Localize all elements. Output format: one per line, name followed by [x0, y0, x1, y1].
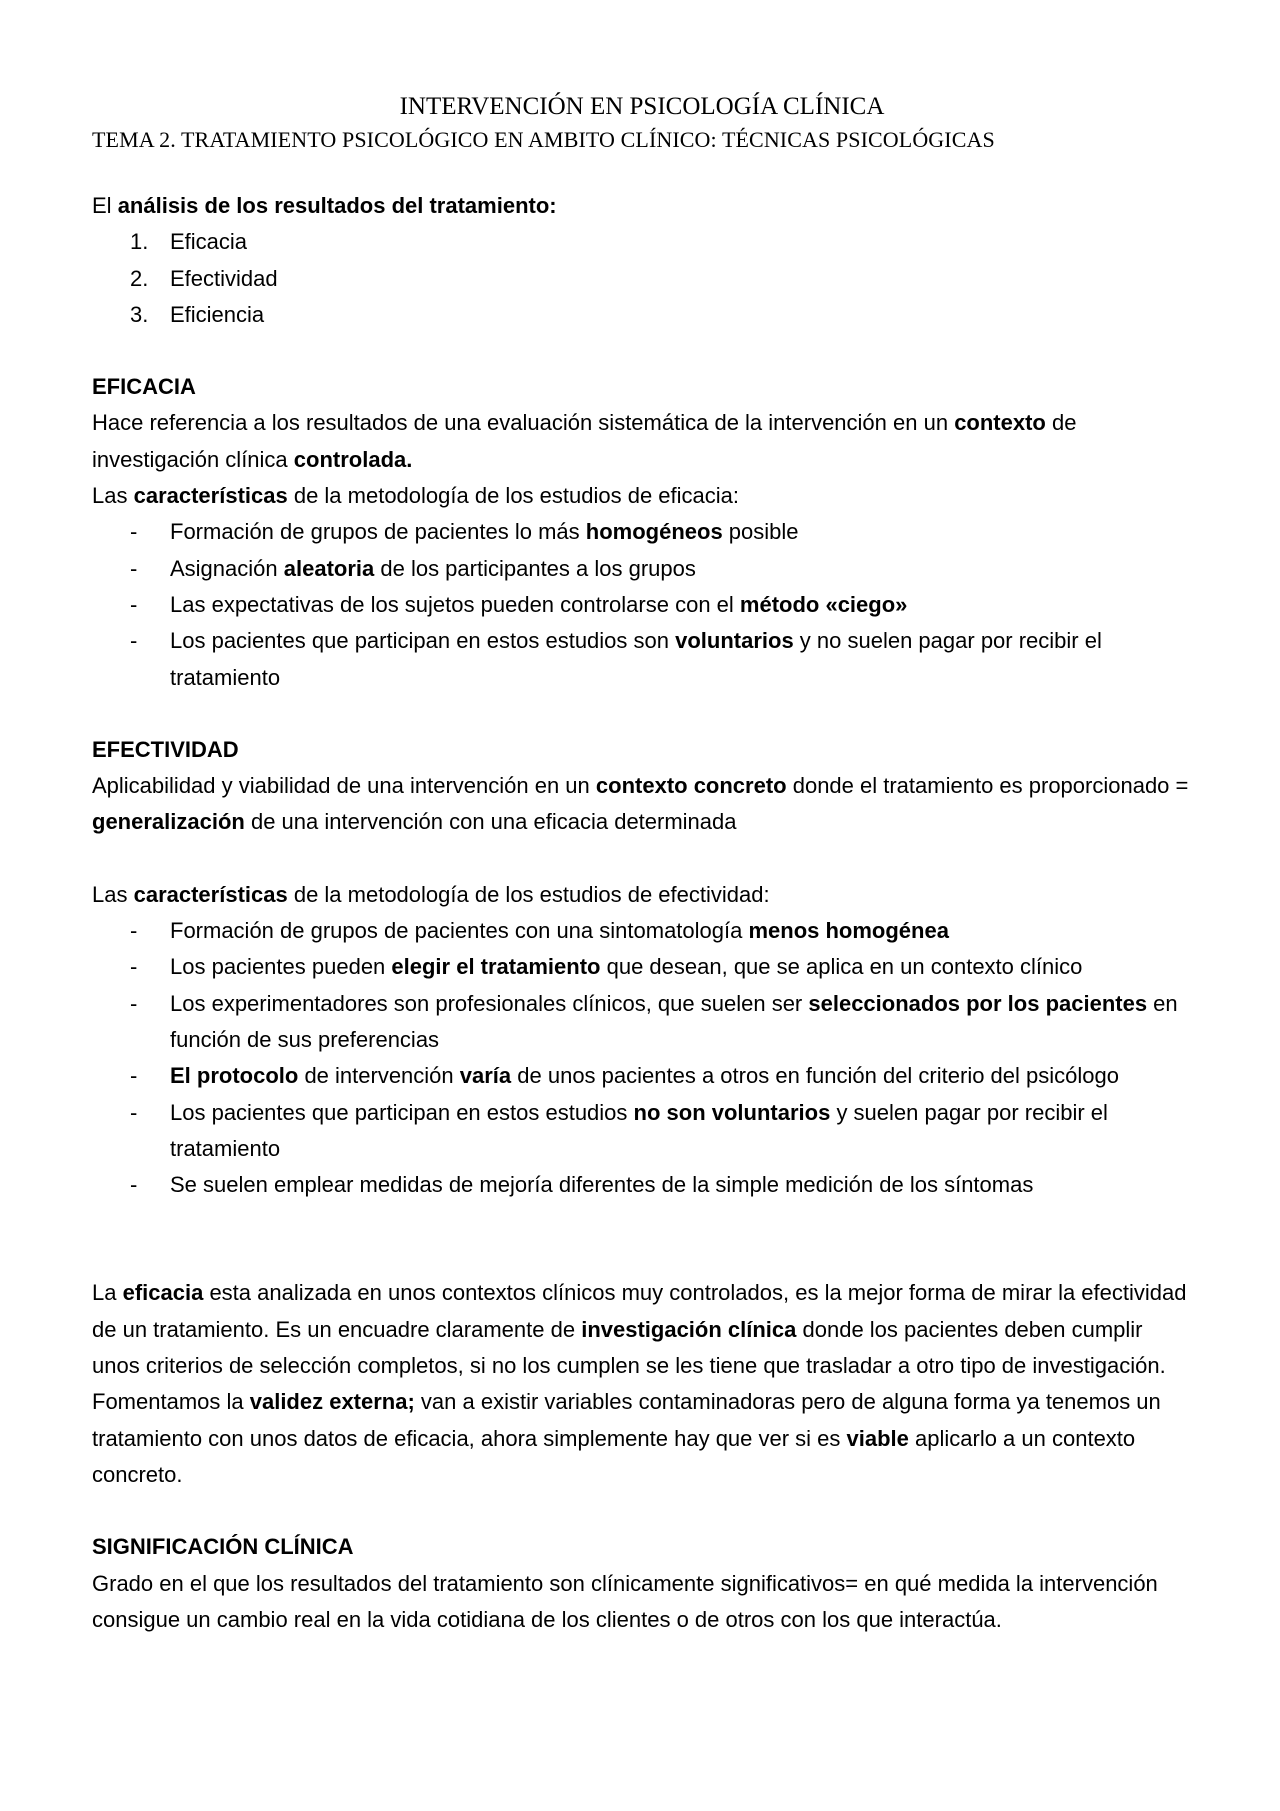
- comparison-paragraph-1: La eficacia esta analizada en unos contextos clínicos muy controlados, es la mejor forma de mirar la efectividad de un tratamiento. Es un encuadre claramente de investigación clínica donde los pacientes deben cumplir unos criterios de selección completos, si no los cumplen se les tiene que trasladar a otro tipo de investigación.: [92, 1280, 1187, 1379]
- section-heading-significacion: SIGNIFICACIÓN CLÍNICA: [92, 1534, 354, 1560]
- eficacia-characteristics-intro: Las características de la metodología de los estudios de eficacia:: [92, 483, 740, 509]
- efectividad-characteristics-intro: Las características de la metodología de los estudios de efectividad:: [92, 881, 770, 907]
- list-item: - Los pacientes que participan en estos estudios no son voluntarios y suelen pagar por recibir el tratamiento: [130, 1099, 1108, 1161]
- efectividad-bullet-list: [92, 913, 1192, 1203]
- list-item: 3. Eficiencia: [130, 301, 265, 327]
- document-subtitle: TEMA 2. TRATAMIENTO PSICOLÓGICO EN AMBITO CLÍNICO: TÉCNICAS PSICOLÓGICAS: [92, 127, 995, 152]
- document-page: [92, 90, 1192, 1638]
- list-item: - Los experimentadores son profesionales clínicos, que suelen ser seleccionados por los pacientes en función de sus preferencias: [130, 990, 1178, 1052]
- list-item: - Asignación aleatoria de los participantes a los grupos: [130, 555, 696, 581]
- eficacia-definition: Hace referencia a los resultados de una evaluación sistemática de la intervención en un contexto de investigación clínica controlada.: [92, 410, 1077, 472]
- document-title: INTERVENCIÓN EN PSICOLOGÍA CLÍNICA: [399, 93, 885, 120]
- list-item: - Las expectativas de los sujetos pueden controlarse con el método «ciego»: [130, 591, 908, 617]
- efectividad-definition: Aplicabilidad y viabilidad de una intervención en un contexto concreto donde el tratamiento es proporcionado = generalización de una intervención con una eficacia determinada: [92, 773, 1189, 835]
- section-heading-eficacia: EFICACIA: [92, 374, 196, 400]
- list-item: 2. Efectividad: [130, 265, 278, 291]
- eficacia-bullet-list: [92, 514, 1192, 695]
- list-item: - Se suelen emplear medidas de mejoría diferentes de la simple medición de los síntomas: [130, 1172, 1034, 1198]
- list-item: - Los pacientes que participan en estos estudios son voluntarios y no suelen pagar por recibir el tratamiento: [130, 628, 1102, 690]
- intro-paragraph: El análisis de los resultados del tratamiento:: [92, 193, 557, 218]
- list-item: - Formación de grupos de pacientes lo más homogéneos posible: [130, 519, 799, 545]
- list-item: - Formación de grupos de pacientes con una sintomatología menos homogénea: [130, 918, 949, 944]
- significacion-definition: Grado en el que los resultados del tratamiento son clínicamente significativos= en qué medida la intervención consigue un cambio real en la vida cotidiana de los clientes o de otros con los que interactúa.: [92, 1570, 1158, 1632]
- list-item: - Los pacientes pueden elegir el tratamiento que desean, que se aplica en un contexto clínico: [130, 954, 1083, 980]
- list-item: - El protocolo de intervención varía de unos pacientes a otros en función del criterio del psicólogo: [130, 1063, 1119, 1089]
- list-item: 1. Eficacia: [130, 229, 248, 255]
- intro-numbered-list: [92, 224, 1192, 333]
- section-heading-efectividad: EFECTIVIDAD: [92, 736, 239, 762]
- comparison-paragraph-2: Fomentamos la validez externa; van a existir variables contaminadoras pero de alguna forma ya tenemos un tratamiento con unos datos de eficacia, ahora simplemente hay que ver si es viable aplicarlo a un contexto concreto.: [92, 1389, 1161, 1487]
